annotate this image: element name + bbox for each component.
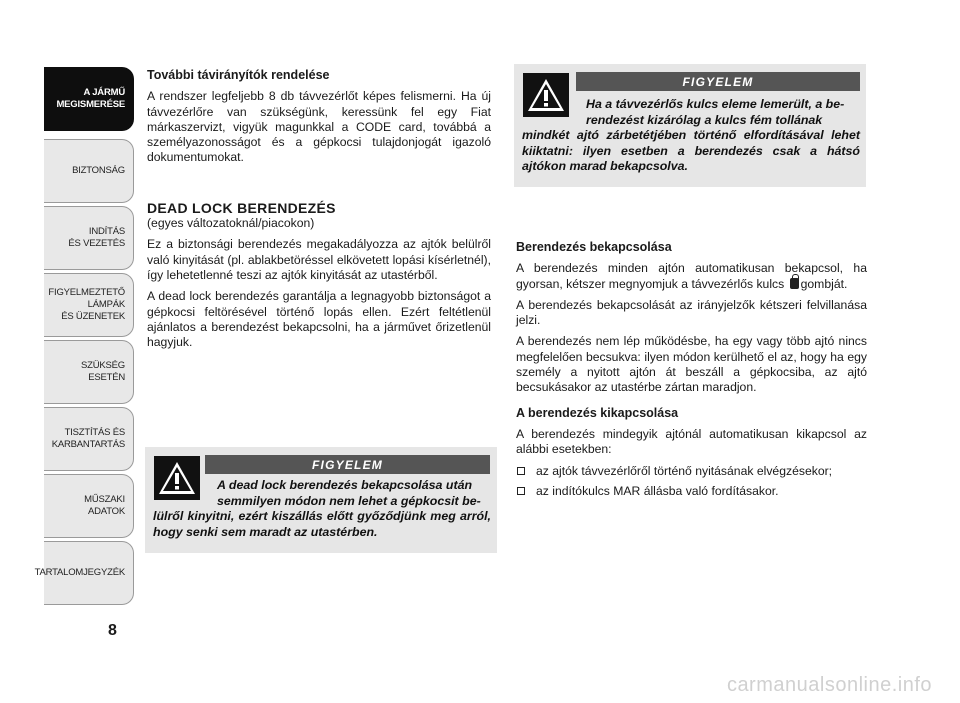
- lock-icon: [790, 278, 799, 289]
- deactivation-paragraph: A berendezés mindegyik ajtónál automatikusan kikapcsol az alábbi esetekben:: [516, 426, 867, 457]
- warning-label: FIGYELEM: [205, 455, 490, 474]
- deadlock-heading: DEAD LOCK BERENDEZÉS: [147, 199, 336, 216]
- tab-figyelmezteto-lampak[interactable]: FIGYELMEZTETŐ LÁMPÁK ÉS ÜZENETEK: [44, 273, 134, 337]
- tab-tisztitas-es-karbantartas[interactable]: TISZTÍTÁS ÉS KARBANTARTÁS: [44, 407, 134, 471]
- deadlock-paragraph-2: A dead lock berendezés garantálja a legnagyobb biztonságot a gépkocsi feltörésével történő lopás ellen. Ezért feltétlenül ajánlatos a berendezést bekapcsolni, ha a járművet őrizetlenül hagyjuk.: [147, 289, 491, 350]
- warning-box-battery: [514, 64, 866, 187]
- left-column: [147, 68, 491, 356]
- deadlock-paragraph-1: Ez a biztonsági berendezés megakadályozza az ajtók belülről való kinyitását (pl. ablakbetöréssel elkövetett lopási kísérletnél), így lehetetlenné teszi az ajtók kinyitását az utastérből.: [147, 237, 491, 282]
- activation-paragraph-3: A berendezés nem lép működésbe, ha egy vagy több ajtó nincs megfelelően becsukva: ilyen módon kerülhető el az, hogy ha egy személy a nyitott ajtón át beszáll a gépkocsiba, az ajtó becsukásakor az utastérbe zártan maradjon.: [516, 334, 867, 395]
- tab-inditas-es-vezetes[interactable]: INDÍTÁS ÉS VEZETÉS: [44, 206, 134, 270]
- warning-text: [153, 478, 491, 540]
- deactivation-list: [516, 464, 867, 500]
- activation-text-after-icon: gombját.: [800, 276, 848, 291]
- tab-szukseg-eseten[interactable]: SZÜKSÉG ESETÉN: [44, 340, 134, 404]
- warning-rest: lülről kinyitni, ezért kiszállás előtt győződjünk meg arról, hogy senki sem maradt az utastérben.: [153, 509, 491, 539]
- checkbox-bullet-icon: [517, 487, 525, 495]
- list-item: [516, 464, 867, 479]
- tab-a-jarmu-megismerese[interactable]: A JÁRMŰ MEGISMERÉSE: [44, 67, 134, 131]
- tab-biztonsag[interactable]: BIZTONSÁG: [44, 139, 134, 203]
- tab-tartalomjegyzek[interactable]: TARTALOMJEGYZÉK: [44, 541, 134, 605]
- page-number: 8: [108, 622, 117, 639]
- list-item: [516, 484, 867, 499]
- warning-line-1: A dead lock berendezés bekapcsolása után: [217, 478, 473, 492]
- warning-label: FIGYELEM: [576, 72, 860, 91]
- warning-text: [522, 97, 860, 175]
- list-item-text: az ajtók távvezérlőről történő nyitásának elvégzésekor;: [536, 463, 833, 478]
- remotes-paragraph: A rendszer legfeljebb 8 db távvezérlőt képes felismerni. Ha új távvezérlőre van szükségünk, keressünk fel egy Fiat márkaszervizt, vigyük magunkkal a CODE card, továbbá a személyazonosságot és a gépkocsi tulajdonjogát igazoló dokumentumokat.: [147, 89, 491, 165]
- warning-line-1: Ha a távvezérlős kulcs eleme lemerült, a be-: [586, 97, 845, 111]
- activation-text-before-icon: A berendezés minden ajtón automatikusan bekapcsol, ha gyorsan, kétszer megnyomjuk a távvezérlős kulcs: [516, 261, 867, 291]
- deadlock-subtitle: (egyes változatoknál/piacokon): [147, 216, 315, 231]
- activation-paragraph-1: [516, 261, 867, 292]
- activation-heading: Berendezés bekapcsolása: [516, 240, 672, 254]
- deactivation-heading: A berendezés kikapcsolása: [516, 405, 679, 420]
- tab-muszaki-adatok[interactable]: MŰSZAKI ADATOK: [44, 474, 134, 538]
- checkbox-bullet-icon: [517, 467, 525, 475]
- right-column: [516, 240, 867, 504]
- warning-box-deadlock: [145, 447, 497, 553]
- watermark: carmanualsonline.info: [726, 674, 932, 696]
- warning-line-2: semmilyen módon nem lehet a gépkocsit be-: [217, 493, 481, 508]
- warning-line-2: rendezést kizárólag a kulcs fém tollának: [586, 112, 823, 127]
- list-item-text: az indítókulcs MAR állásba való fordításakor.: [536, 483, 779, 498]
- activation-paragraph-2: A berendezés bekapcsolását az irányjelzők kétszeri felvillanása jelzi.: [516, 297, 867, 328]
- warning-rest: mindkét ajtó zárbetétjében történő elfordításával lehet kiiktatni: ilyen esetben a berendezés csak a hátsó ajtókon marad bekapcsolva.: [522, 128, 860, 174]
- remotes-heading: További távirányítók rendelése: [147, 68, 330, 82]
